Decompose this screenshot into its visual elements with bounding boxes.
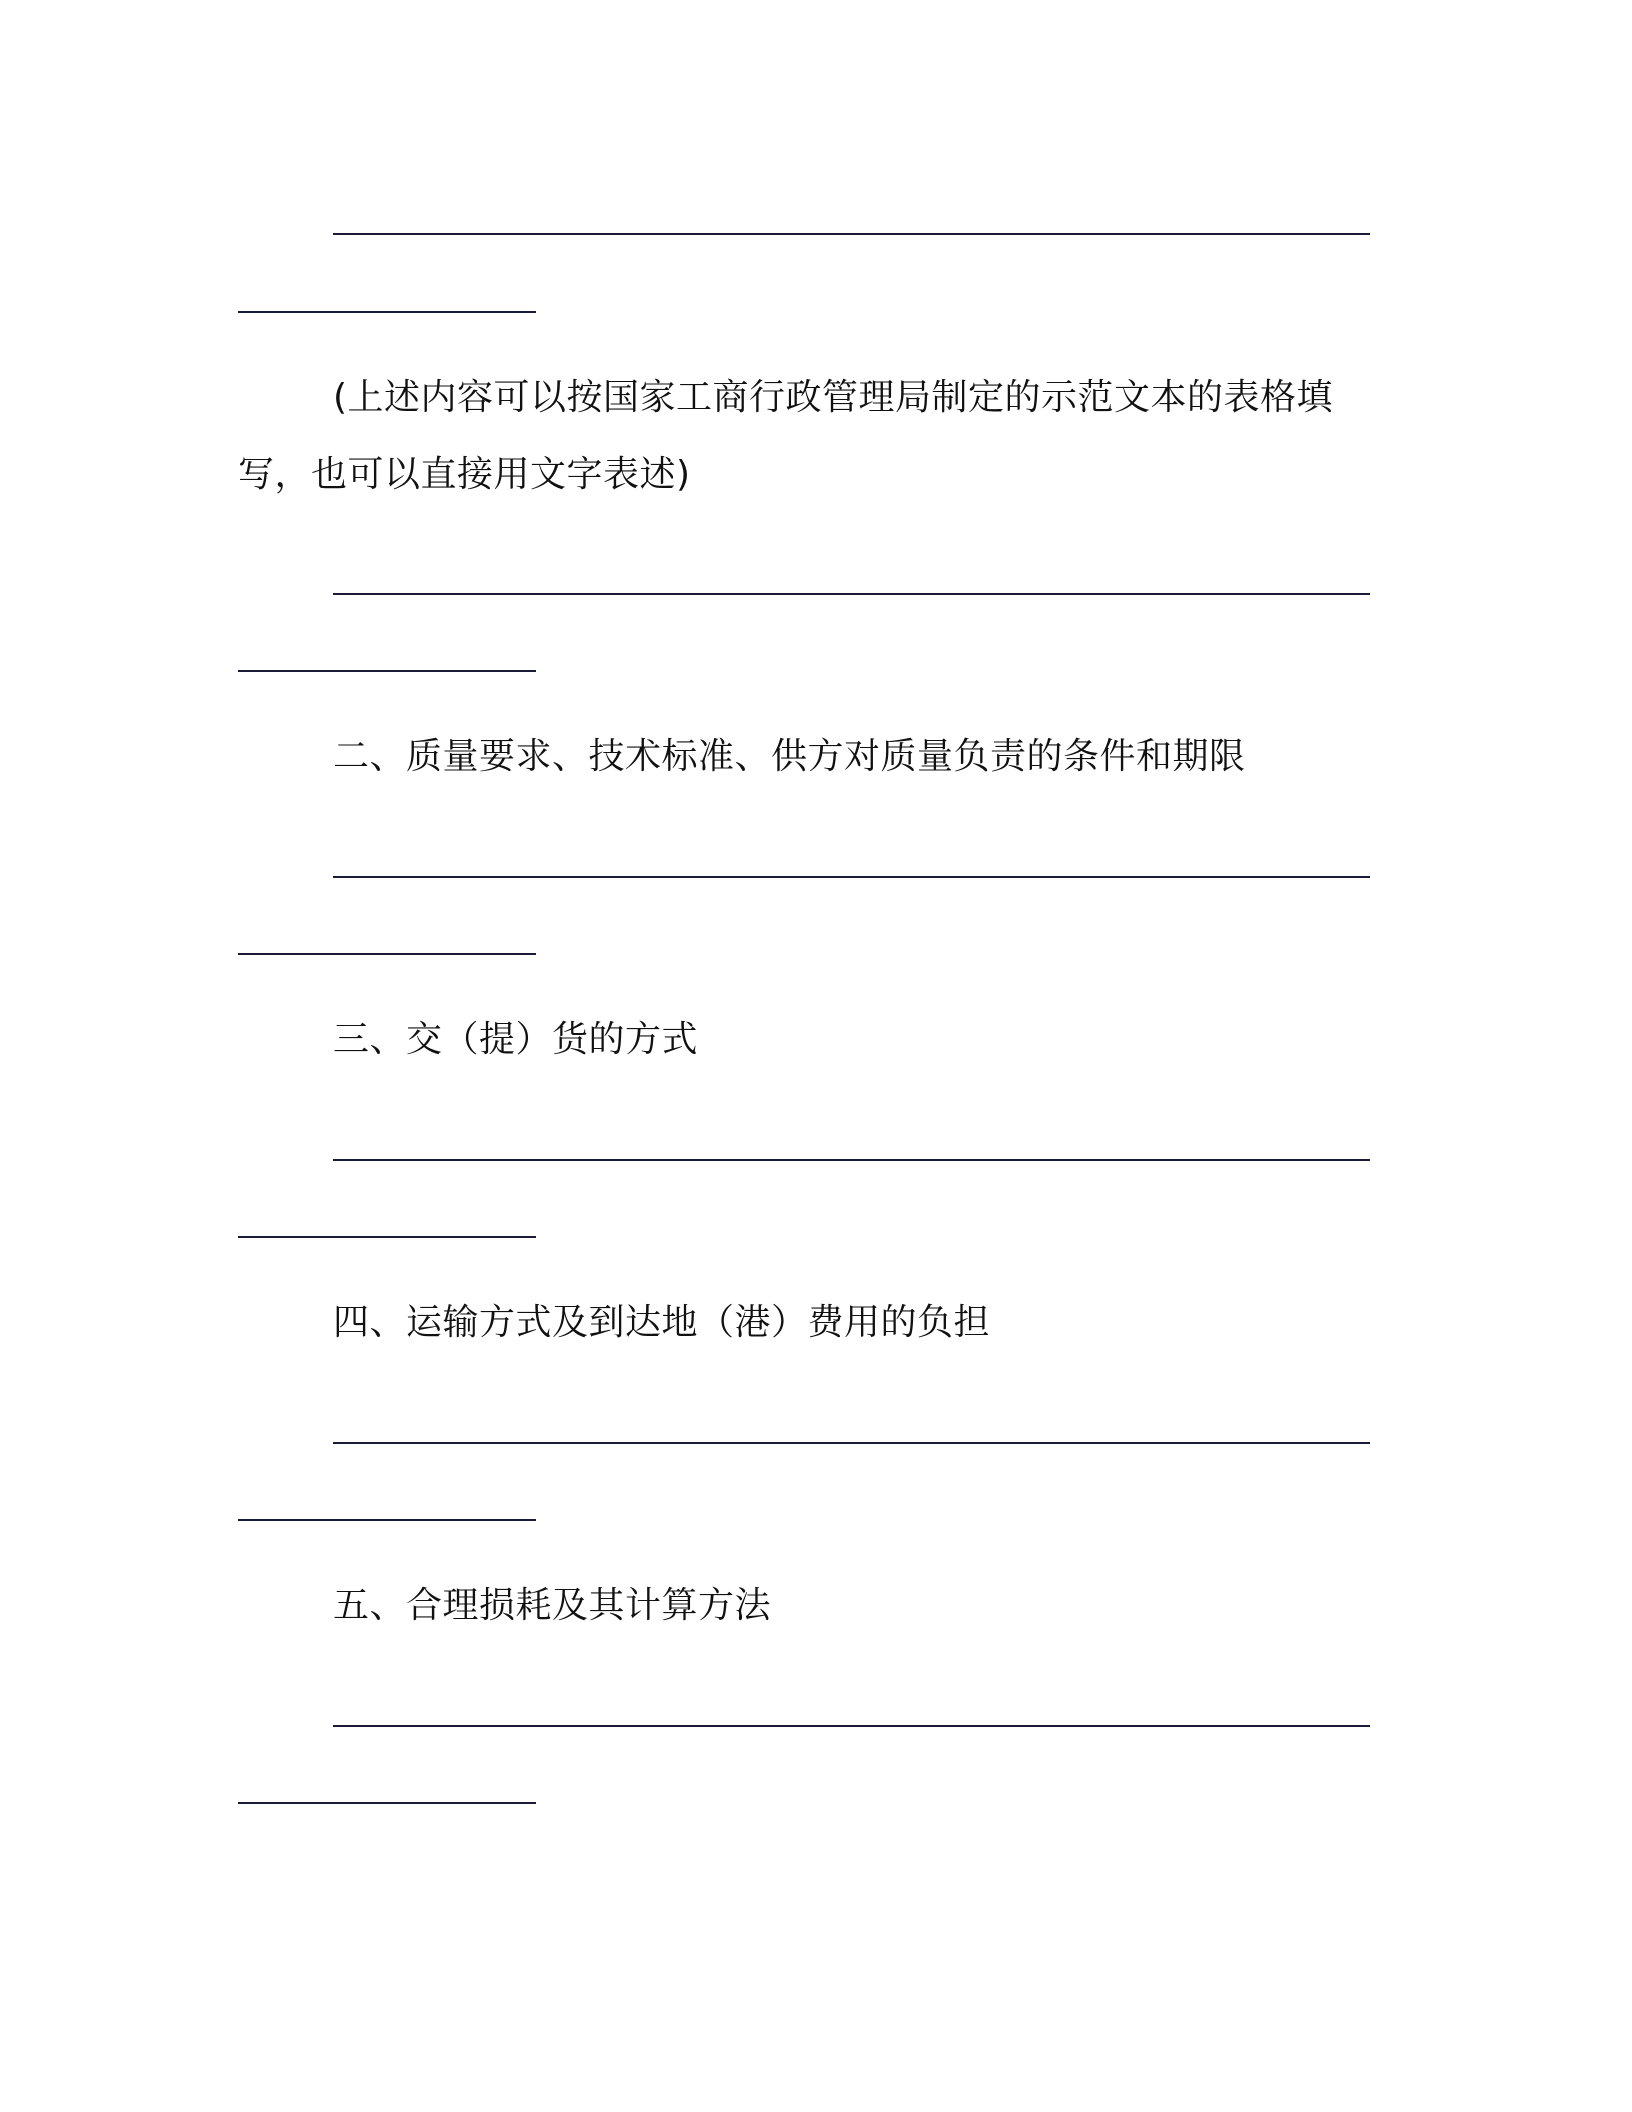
fill-in-line[interactable] xyxy=(238,1802,536,1804)
fill-in-line[interactable] xyxy=(333,233,1370,235)
fill-in-line[interactable] xyxy=(333,876,1370,878)
fill-in-line[interactable] xyxy=(238,1519,536,1521)
section-heading-3: 三、交（提）货的方式 xyxy=(333,1019,699,1060)
fill-in-line[interactable] xyxy=(333,1159,1370,1161)
section-heading-2: 二、质量要求、技术标准、供方对质量负责的条件和期限 xyxy=(333,736,1246,777)
note-line-2: 写，也可以直接用文字表述) xyxy=(238,454,691,495)
fill-in-line[interactable] xyxy=(238,953,536,955)
section-heading-5: 五、合理损耗及其计算方法 xyxy=(333,1585,772,1626)
fill-in-line[interactable] xyxy=(333,1442,1370,1444)
note-line-1: (上述内容可以按国家工商行政管理局制定的示范文本的表格填 xyxy=(333,377,1334,418)
fill-in-line[interactable] xyxy=(238,311,536,313)
section-heading-4: 四、运输方式及到达地（港）费用的负担 xyxy=(333,1302,991,1343)
fill-in-line[interactable] xyxy=(238,1236,536,1238)
fill-in-line[interactable] xyxy=(333,593,1370,595)
fill-in-line[interactable] xyxy=(238,670,536,672)
fill-in-line[interactable] xyxy=(333,1725,1370,1727)
